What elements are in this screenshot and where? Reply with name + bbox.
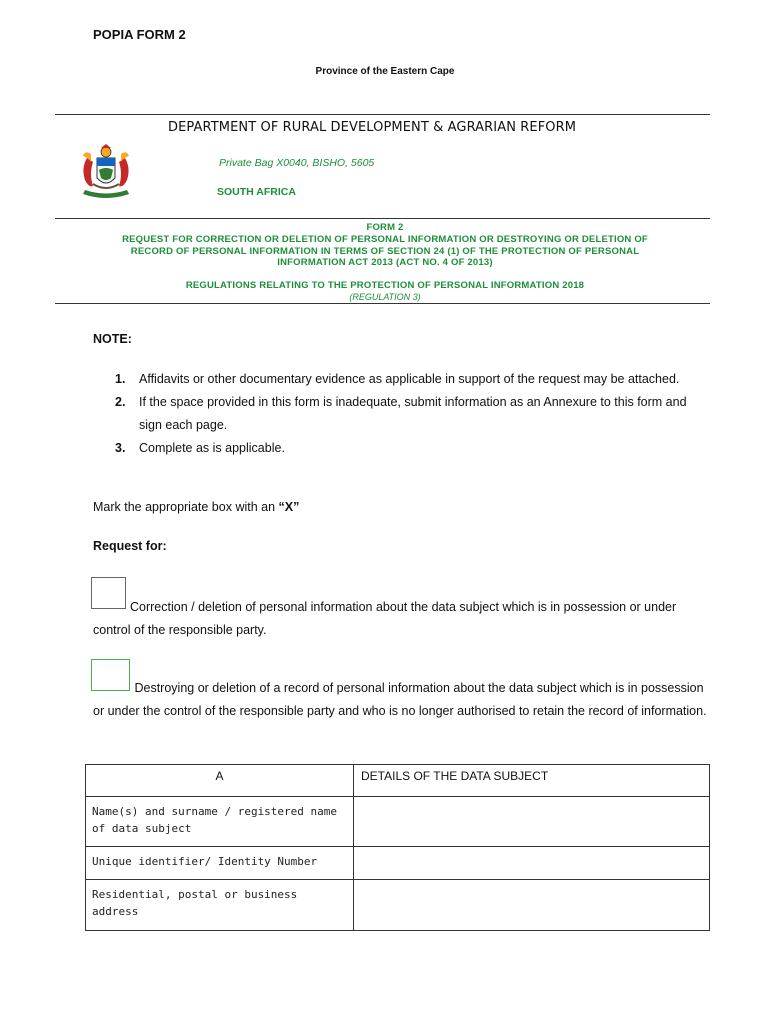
header-top-rule [55, 114, 710, 115]
list-item-number: 3. [115, 441, 126, 455]
province-name: Province of the Eastern Cape [315, 66, 455, 77]
form-heading-block [58, 222, 712, 269]
table-row [86, 847, 710, 880]
row-label-identifier: Unique identifier/ Identity Number [86, 847, 354, 880]
correction-option-text [93, 596, 713, 642]
private-bag-address: Private Bag X0040, BISHO, 5605 [219, 157, 375, 169]
regulation-ref: (REGULATION 3) [349, 292, 421, 302]
table-row [86, 880, 710, 931]
row-label-address: Residential, postal or business address [86, 880, 354, 931]
form-heading-line1: REQUEST FOR CORRECTION OR DELETION OF PERSONAL INFORMATION OR DESTROYING OR DELETION OF [122, 233, 648, 245]
list-item-text: Complete as is applicable. [139, 441, 285, 455]
form-heading-line3: INFORMATION ACT 2013 (ACT NO. 4 OF 2013) [277, 257, 493, 269]
data-subject-table [85, 764, 710, 931]
department-name: DEPARTMENT OF RURAL DEVELOPMENT & AGRARIAN REFORM [168, 120, 577, 135]
list-item-text: If the space provided in this form is inadequate, submit information as an Annexure to this form and sign each page. [139, 395, 687, 432]
list-item [93, 437, 693, 460]
list-item [93, 368, 693, 391]
mark-instruction-text: Mark the appropriate box with an [93, 500, 279, 514]
list-item-number: 1. [115, 372, 126, 386]
table-row [86, 797, 710, 847]
form-title: POPIA FORM 2 [93, 27, 186, 42]
heading-bottom-rule [55, 303, 710, 304]
list-item [93, 391, 693, 437]
name-field[interactable] [354, 797, 710, 847]
table-header-row [86, 765, 710, 797]
destroy-option-label: Destroying or deletion of a record of personal information about the data subject which is in possession or under the control of the responsible party and who is no longer authorised to retain the record of information. [93, 681, 707, 718]
form-heading-line2: RECORD OF PERSONAL INFORMATION IN TERMS OF SECTION 24 (1) OF THE PROTECTION OF PERSONAL [130, 245, 640, 257]
regulations-heading: REGULATIONS RELATING TO THE PROTECTION OF PERSONAL INFORMATION 2018 [185, 280, 585, 291]
request-for-label: Request for: [93, 539, 167, 553]
table-header-title: DETAILS OF THE DATA SUBJECT [354, 765, 710, 797]
coat-of-arms-icon [77, 144, 135, 200]
address-field[interactable] [354, 880, 710, 931]
table-section-label: A [86, 765, 354, 797]
header-bottom-rule [55, 218, 710, 219]
note-title: NOTE: [93, 332, 132, 346]
destroy-option-text [93, 677, 713, 723]
mark-instruction [93, 500, 299, 514]
correction-option-label: Correction / deletion of personal information about the data subject which is in possession or under control of the responsible party. [93, 600, 677, 637]
mark-symbol: “X” [278, 500, 300, 514]
list-item-text: Affidavits or other documentary evidence as applicable in support of the request may be attached. [139, 372, 680, 386]
form-label: FORM 2 [366, 222, 404, 233]
row-label-name: Name(s) and surname / registered name of data subject [86, 797, 354, 847]
country-label: SOUTH AFRICA [217, 186, 296, 198]
note-list [93, 368, 693, 460]
list-item-number: 2. [115, 395, 126, 409]
identifier-field[interactable] [354, 847, 710, 880]
